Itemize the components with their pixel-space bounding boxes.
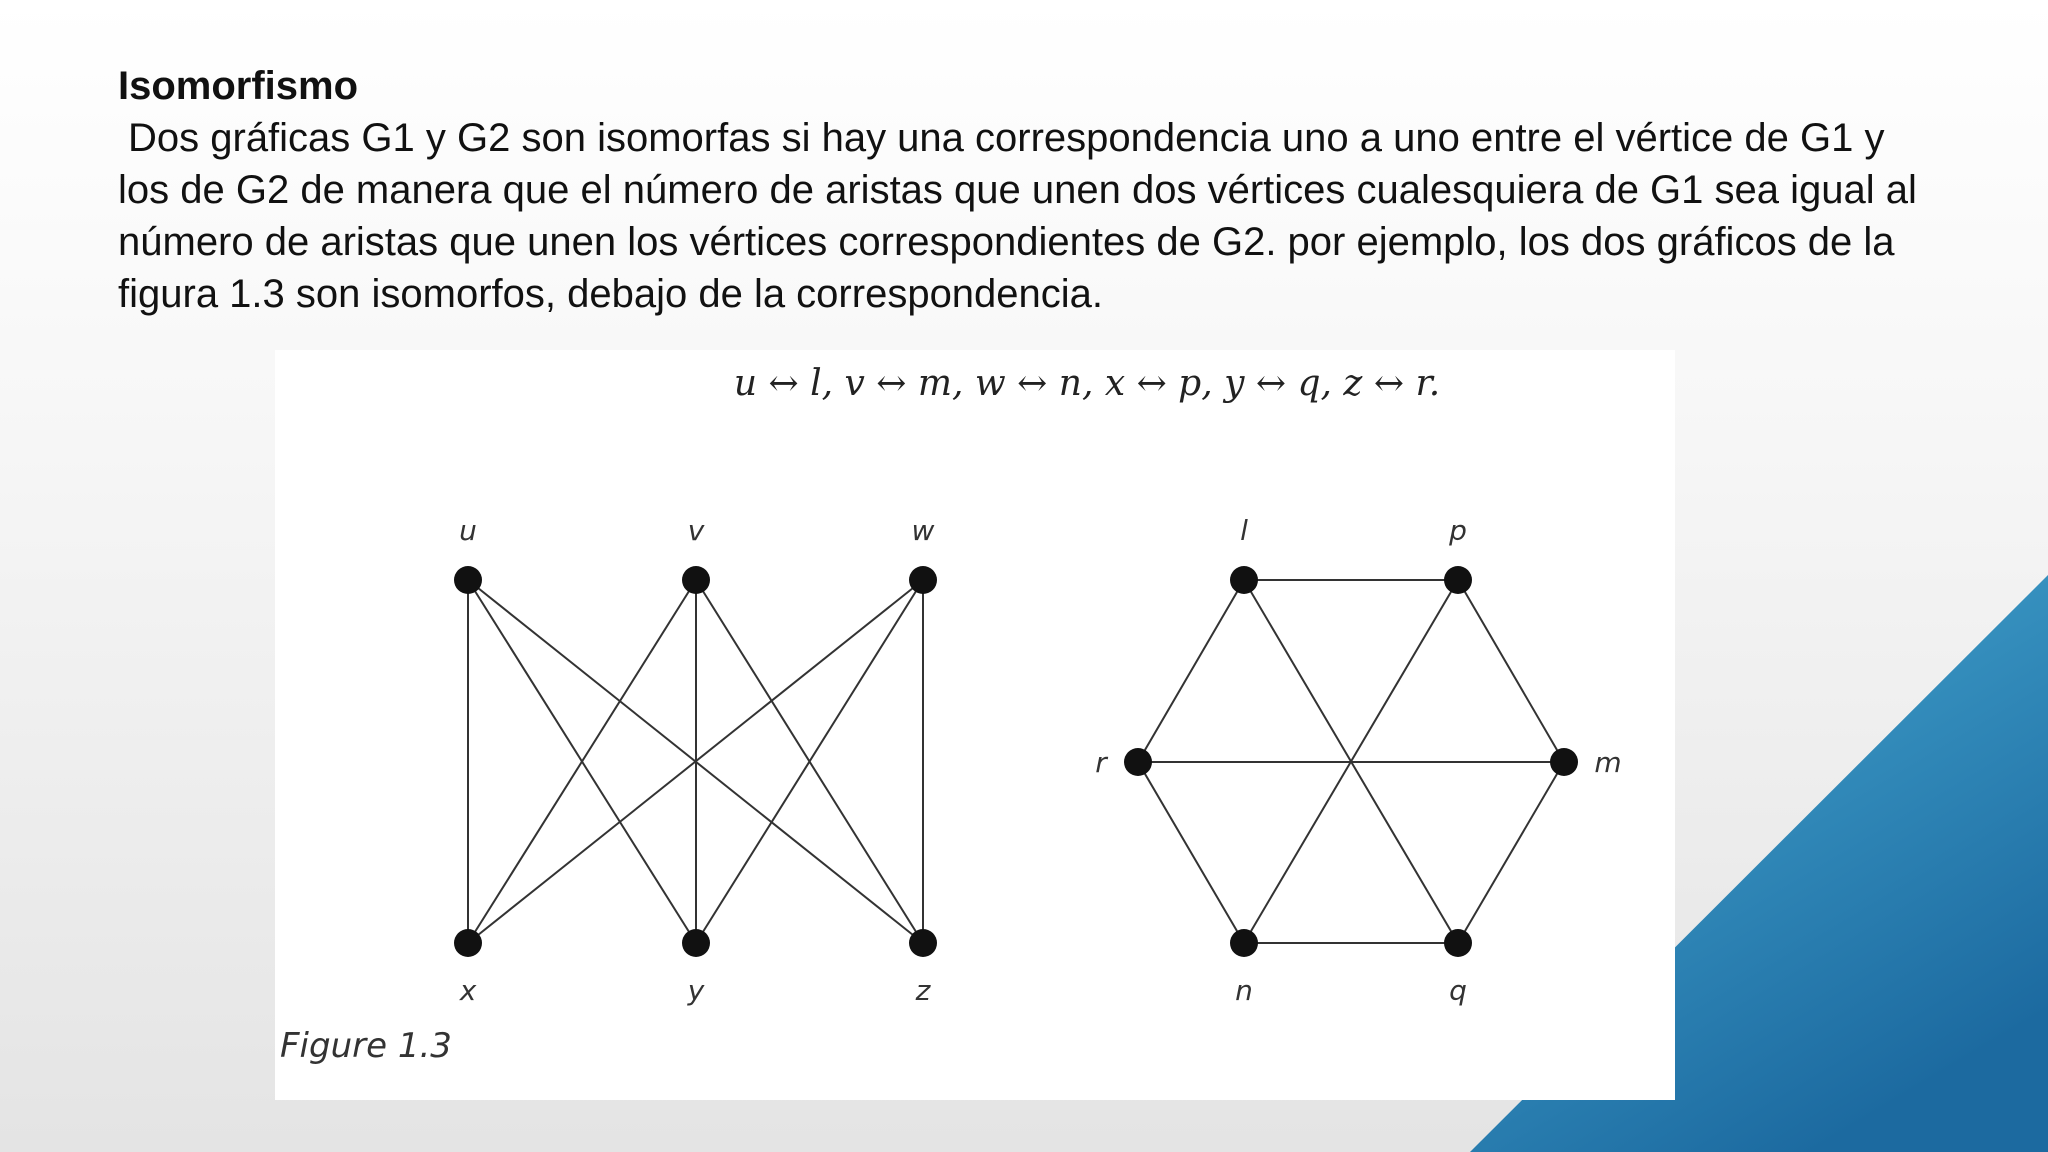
vertex-l [1230, 566, 1258, 594]
vertex-label-m: m [1594, 746, 1622, 779]
vertex-v [682, 566, 710, 594]
graph2-edges [1138, 580, 1564, 943]
vertex-label-u: u [459, 514, 477, 547]
vertex-w [909, 566, 937, 594]
vertex-q [1444, 929, 1472, 957]
vertex-y [682, 929, 710, 957]
vertex-label-n: n [1235, 974, 1253, 1007]
vertex-u [454, 566, 482, 594]
slide-body-text: Dos gráficas G1 y G2 son isomorfas si hay una correspondencia uno a uno entre el vértice de G1 y los de G2 de manera que el número de aristas que unen dos vértices cualesquiera de G1 sea igual al número de aristas que unen los vértices correspondientes de G2. por ejemplo, los dos gráficos de la figura 1.3 son isomorfos, debajo de la correspondencia. [118, 116, 1917, 316]
edge-n-r [1138, 762, 1244, 943]
graph1 [454, 514, 937, 1007]
graph2 [1095, 514, 1621, 1007]
vertex-label-r: r [1095, 746, 1107, 779]
graph2-labels [1095, 514, 1621, 1007]
figure-svg [275, 350, 1675, 1100]
slide-heading: Isomorfismo [118, 64, 359, 108]
correspondence-text: u ↔ l, v ↔ m, w ↔ n, x ↔ p, y ↔ q, z ↔ r. [733, 363, 1441, 404]
vertex-label-y: y [687, 974, 705, 1007]
vertex-label-z: z [915, 974, 931, 1007]
vertex-z [909, 929, 937, 957]
graph1-edges [468, 580, 923, 943]
vertex-p [1444, 566, 1472, 594]
figure-image [275, 350, 1675, 1100]
text-block [118, 60, 1918, 320]
vertex-label-q: q [1449, 974, 1467, 1007]
vertex-r [1124, 748, 1152, 776]
vertex-label-p: p [1449, 514, 1467, 547]
vertex-n [1230, 929, 1258, 957]
vertex-label-l: l [1240, 514, 1248, 547]
edge-m-q [1458, 762, 1564, 943]
vertex-label-x: x [459, 974, 477, 1007]
edge-r-l [1138, 580, 1244, 762]
figure-caption: Figure 1.3 [280, 1026, 452, 1066]
edge-p-m [1458, 580, 1564, 762]
vertex-label-v: v [687, 514, 705, 547]
vertex-x [454, 929, 482, 957]
vertex-label-w: w [911, 514, 935, 547]
vertex-m [1550, 748, 1578, 776]
